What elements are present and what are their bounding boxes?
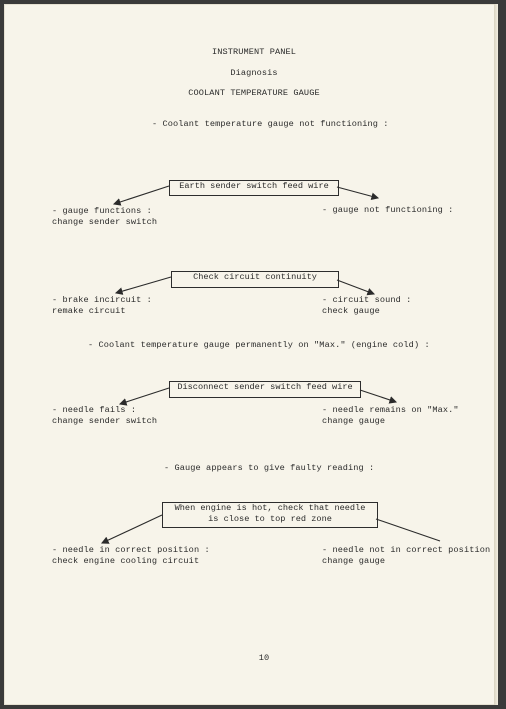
outcome-1-left-line-2: change sender switch xyxy=(52,217,158,227)
arrow-4-right xyxy=(376,519,440,541)
outcome-3-right-line-2: change gauge xyxy=(322,416,386,426)
check-box-4-line-1: When engine is hot, check that needle xyxy=(174,503,366,513)
check-box-4-line-2: is close to top red zone xyxy=(208,514,332,524)
page-number: 10 xyxy=(258,653,270,663)
arrow-3-left xyxy=(120,388,169,404)
outcome-4-right-line-2: change gauge xyxy=(322,556,386,566)
symptom-3: - Coolant temperature gauge permanently on "Max." (engine cold) : xyxy=(88,340,430,350)
arrow-3-right xyxy=(360,390,396,402)
arrow-1-left xyxy=(114,186,169,204)
flow-arrows xyxy=(4,4,498,705)
subtitle: Diagnosis xyxy=(230,68,278,78)
outcome-2-left-line-2: remake circuit xyxy=(52,306,126,316)
arrow-2-left xyxy=(116,277,171,293)
section-title: INSTRUMENT PANEL xyxy=(211,47,297,57)
outcome-4-left-line-2: check engine cooling circuit xyxy=(52,556,200,566)
document-page xyxy=(4,4,498,705)
topic-title: COOLANT TEMPERATURE GAUGE xyxy=(188,88,320,98)
outcome-1-left-line-1: - gauge functions : xyxy=(52,206,152,216)
check-box-3-text: Disconnect sender switch feed wire xyxy=(177,382,353,392)
check-box-2-text: Check circuit continuity xyxy=(193,272,317,282)
symptom-1: - Coolant temperature gauge not functioning : xyxy=(152,119,389,129)
outcome-2-left-line-1: - brake incircuit : xyxy=(52,295,152,305)
outcome-2-right-line-1: - circuit sound : xyxy=(322,295,412,305)
outcome-3-right-line-1: - needle remains on "Max." xyxy=(322,405,459,415)
outcome-1-right-line-1: - gauge not functioning : xyxy=(322,205,454,215)
outcome-3-left-line-2: change sender switch xyxy=(52,416,158,426)
outcome-3-left-line-1: - needle fails : xyxy=(52,405,137,415)
arrow-4-left xyxy=(102,515,162,543)
outcome-2-right-line-2: check gauge xyxy=(322,306,380,316)
outcome-4-right-line-1: - needle not in correct position xyxy=(322,545,491,555)
check-box-1-text: Earth sender switch feed wire xyxy=(179,181,329,191)
outcome-4-left-line-1: - needle in correct position : xyxy=(52,545,210,555)
symptom-4: - Gauge appears to give faulty reading : xyxy=(164,463,375,473)
arrow-2-right xyxy=(337,280,374,294)
arrow-1-right xyxy=(337,187,378,198)
